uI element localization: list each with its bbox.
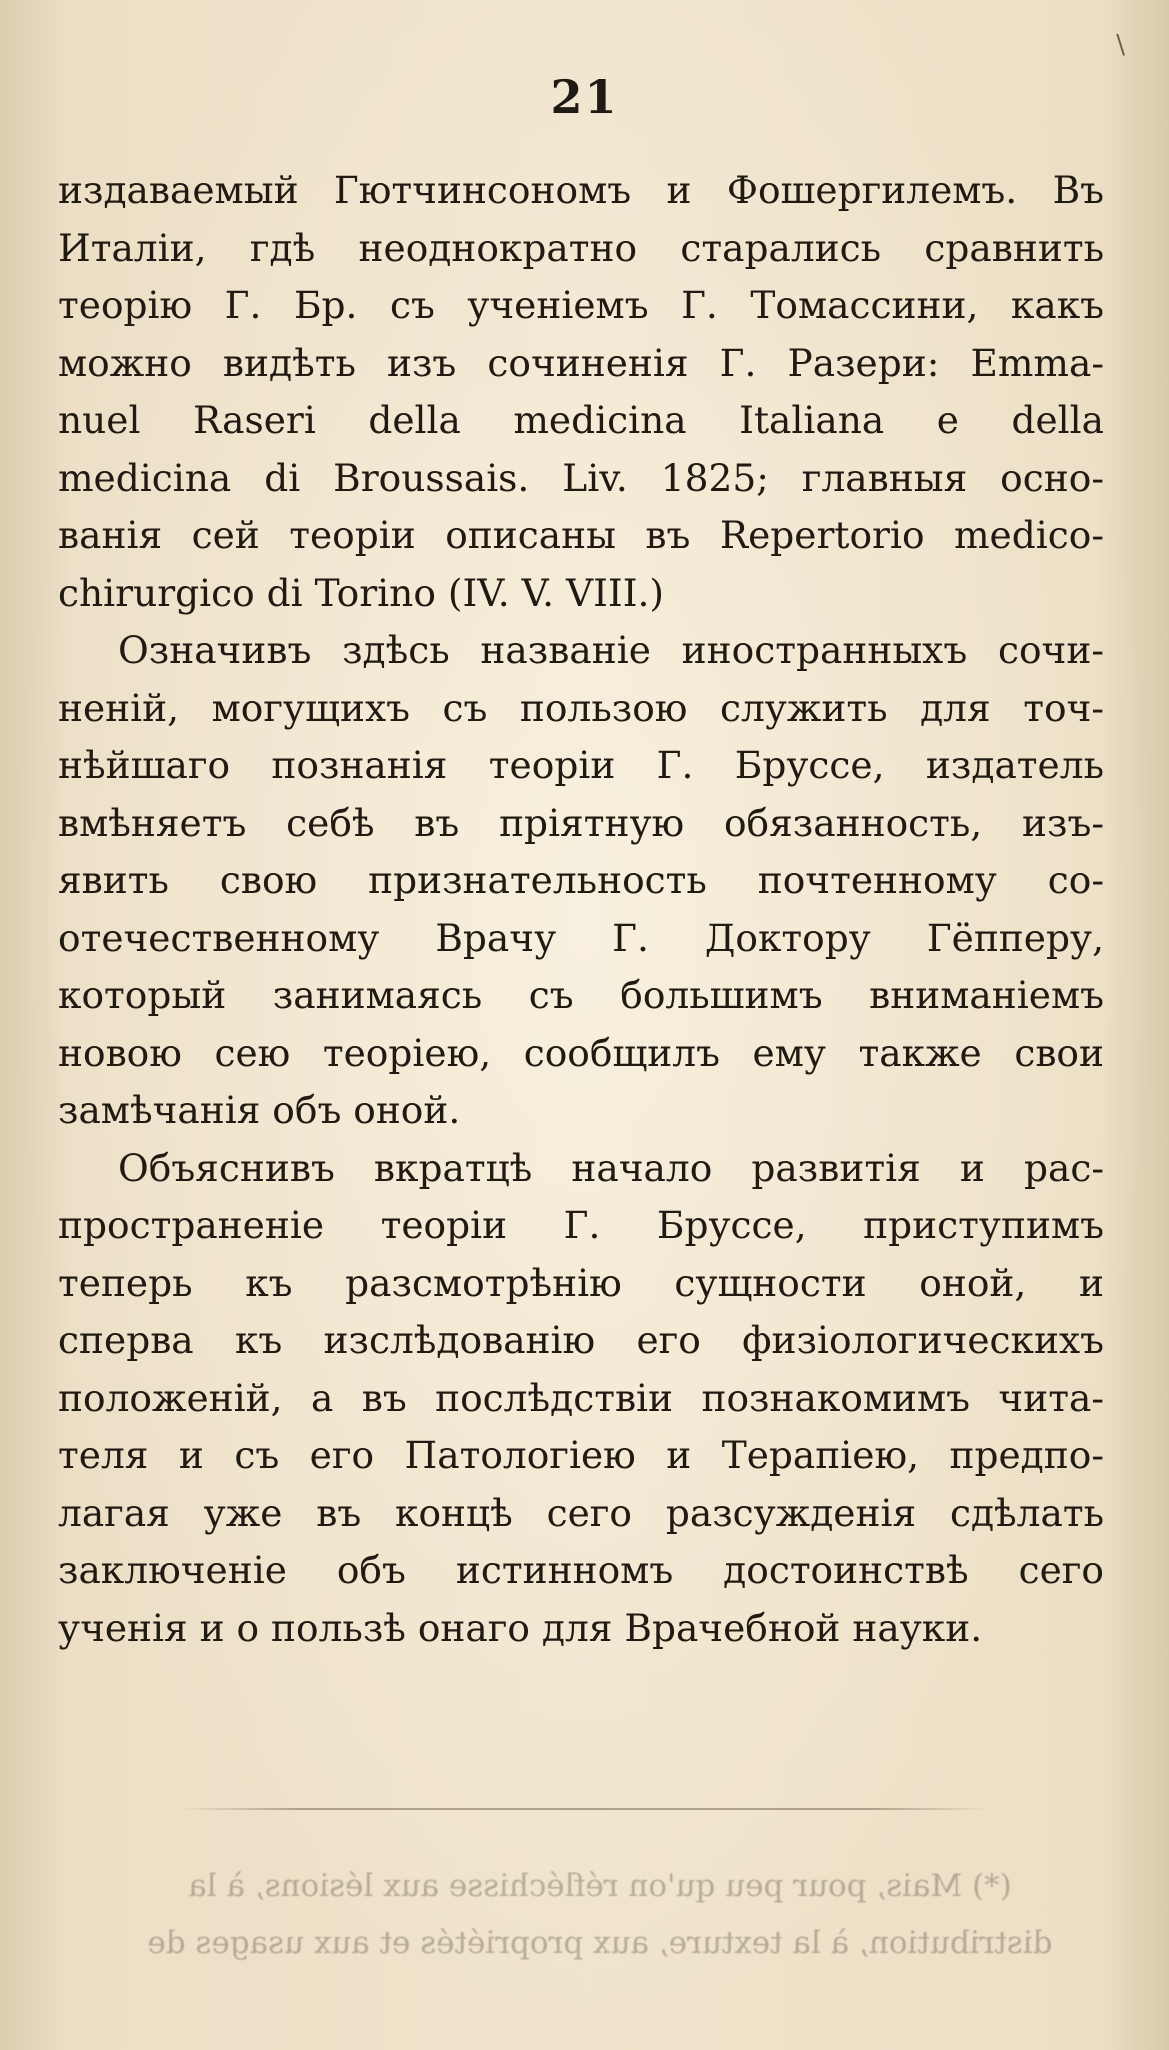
- text-line: ванія сей теоріи описаны въ Repertorio medico-: [58, 513, 1104, 557]
- text-line: medicina di Broussais. Liv. 1825; главныя осно-: [58, 455, 1104, 500]
- corner-mark: \: [1116, 30, 1125, 60]
- paragraph-start-line: Означивъ здѣсь названіе иностранныхъ сочи-: [118, 628, 1104, 672]
- text-line: неній, могущихъ съ пользою служить для точ-: [58, 685, 1104, 730]
- text-line: nuel Raseri della medicina Italiana e della: [58, 398, 1104, 442]
- text-line: теперь къ разсмотрѣнію сущности оной, и: [58, 1260, 1104, 1305]
- text-line: нѣйшаго познанія теоріи Г. Бруссе, издатель: [58, 743, 1104, 787]
- text-line: сперва къ изслѣдованію его физіологическихъ: [58, 1318, 1104, 1362]
- text-line: издаваемый Гютчинсономъ и Фошергилемъ. Въ: [58, 168, 1104, 212]
- text-line: теорію Г. Бр. съ ученіемъ Г. Томассини, какъ: [58, 283, 1104, 327]
- text-line: лагая уже въ концѣ сего разсужденія сдѣлать: [58, 1490, 1104, 1535]
- text-line: Италіи, гдѣ неоднократно старались сравнить: [58, 225, 1104, 270]
- bleed-through-text: (*) Mais, pour peu qu'on réfléchisse aux lésions, à la: [188, 1868, 1012, 1904]
- text-line: теля и съ его Патологіею и Терапіею, предпо-: [58, 1433, 1104, 1477]
- footnote-rule: [180, 1808, 990, 1810]
- text-line: заключеніе объ истинномъ достоинствѣ сего: [58, 1548, 1104, 1592]
- text-line: отечественному Врачу Г. Доктору Гёпперу,: [58, 915, 1104, 960]
- text-line: который занимаясь съ большимъ вниманіемъ: [58, 973, 1104, 1017]
- paragraph-start-line: Объяснивъ вкратцѣ начало развитія и рас-: [118, 1145, 1104, 1190]
- text-line: положеній, а въ послѣдствіи познакомимъ чита-: [58, 1375, 1104, 1420]
- page-number: 21: [550, 70, 619, 124]
- text-line: новою сею теоріею, сообщилъ ему также свои: [58, 1030, 1104, 1075]
- text-line: можно видѣть изъ сочиненія Г. Разери: Emma-: [58, 340, 1104, 385]
- body-text: [58, 162, 1104, 1657]
- text-line: явить свою признательность почтенному со-: [58, 858, 1104, 902]
- text-line: пространеніе теоріи Г. Бруссе, приступимъ: [58, 1203, 1104, 1247]
- bleed-through-text: distribution, à la texture, aux propriétés et aux usages de: [147, 1925, 1053, 1961]
- text-line: вмѣняетъ себѣ въ пріятную обязанность, изъ-: [58, 800, 1104, 845]
- text-line: chirurgico di Torino (IV. V. VIII.): [58, 570, 665, 615]
- text-line: ученія и о пользѣ онаго для Врачебной науки.: [58, 1605, 983, 1650]
- text-line: замѣчанія объ оной.: [58, 1088, 461, 1132]
